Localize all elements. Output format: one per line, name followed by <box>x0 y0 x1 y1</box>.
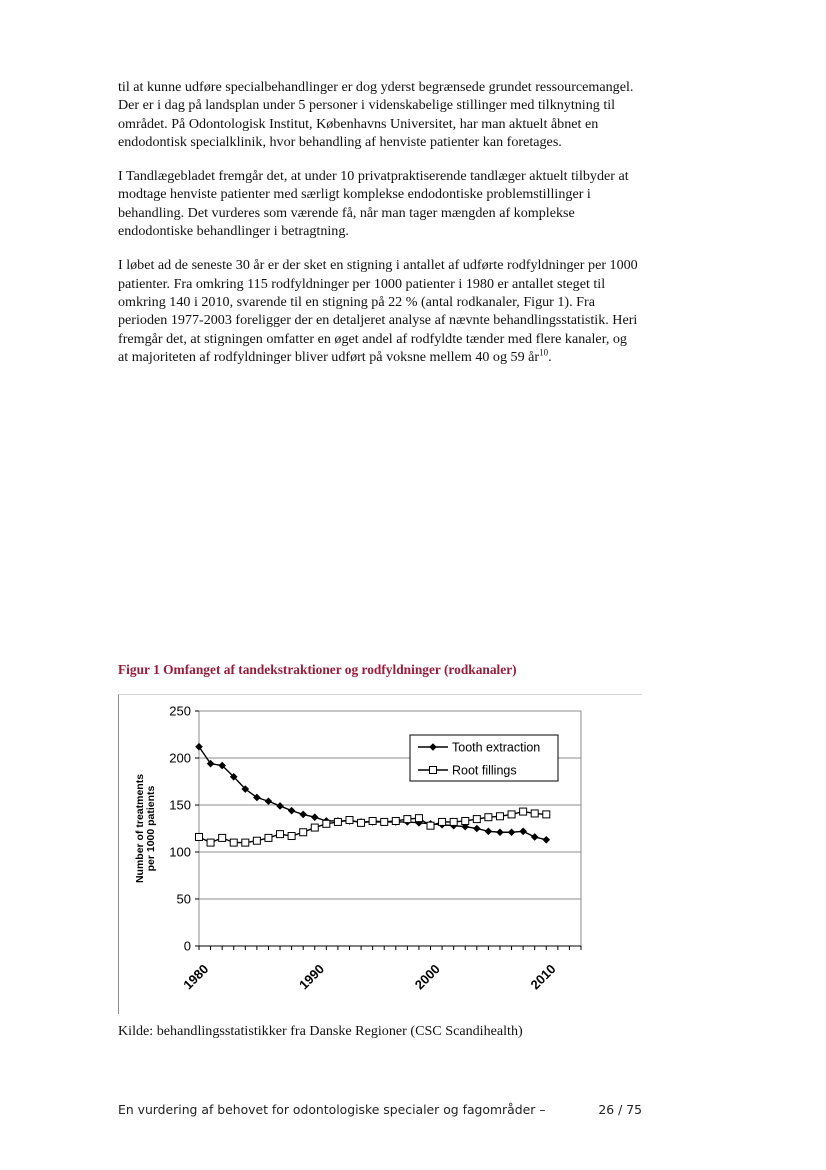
data-point-root-fillings <box>207 839 214 846</box>
data-point-root-fillings <box>462 817 469 824</box>
data-point-tooth-extraction <box>485 828 493 836</box>
data-point-root-fillings <box>346 817 353 824</box>
y-tick-label: 50 <box>176 891 191 907</box>
data-point-root-fillings <box>439 818 446 825</box>
y-tick-label: 150 <box>169 797 191 813</box>
paragraph-3 <box>118 256 638 366</box>
y-tick-label: 0 <box>183 938 191 954</box>
page-number: 26 / 75 <box>598 1102 642 1117</box>
data-point-root-fillings <box>369 817 376 824</box>
data-point-root-fillings <box>196 833 203 840</box>
y-tick-label: 100 <box>169 844 191 860</box>
line-chart <box>119 695 641 1013</box>
paragraph-3-end: . <box>548 348 552 365</box>
x-tick-label: 1990 <box>296 961 328 993</box>
legend-label: Tooth extraction <box>452 740 541 755</box>
y-axis-label: Number of treatments <box>134 773 146 884</box>
series-line-2 <box>199 812 546 843</box>
data-point-root-fillings <box>520 808 527 815</box>
data-point-tooth-extraction <box>519 828 527 836</box>
data-point-root-fillings <box>265 834 272 841</box>
data-point-root-fillings <box>219 834 226 841</box>
legend-marker <box>430 767 437 774</box>
data-point-tooth-extraction <box>276 802 284 810</box>
data-point-root-fillings <box>358 819 365 826</box>
data-point-root-fillings <box>311 824 318 831</box>
paragraph-1: til at kunne udføre specialbehandlinger er dog yderst begrænsede grundet ressourcemangel. Der er i dag på landsplan under 5 personer i videnskabelige stillinger med tilknytning til området. På Odontologisk Institut, Københavns Universitet, har man aktuelt åbnet en endodontisk specialklinik, hvor behandling af henviste patienter kan foretages. <box>118 79 634 150</box>
footer-title: En vurdering af behovet for odontologiske specialer og fagområder – <box>118 1102 546 1117</box>
figure-caption: Figur 1 Omfanget af tandekstraktioner og rodfyldninger (rodkanaler) <box>118 662 517 677</box>
body-text <box>118 78 638 382</box>
y-tick-label: 250 <box>169 703 191 719</box>
data-point-tooth-extraction <box>311 813 319 821</box>
data-point-root-fillings <box>531 810 538 817</box>
y-tick-label: 200 <box>169 750 191 766</box>
paragraph-3-text: I løbet ad de seneste 30 år er der sket en stigning i antallet af udførte rodfyldninger per 1000 patienter. Fra omkring 115 rodfyldninger per 1000 patienter i 1980 er antallet steget til omkring 140 i 2010, svarende til en stigning på 22 % (antal rodkanaler, Figur 1). Fra perioden 1977-2003 foreligger der en detaljeret analyse af nævnte behandlingsstatistik. Heri fremgår det, at stigningen omfatter en øget andel af rodfyldte tænder med flere kanaler, og at majoriteten af rodfyldninger bliver udført på voksne mellem 40 og 59 år <box>118 257 638 365</box>
data-point-root-fillings <box>392 817 399 824</box>
data-point-root-fillings <box>288 833 295 840</box>
data-point-root-fillings <box>381 818 388 825</box>
data-point-tooth-extraction <box>496 828 504 836</box>
data-point-root-fillings <box>230 839 237 846</box>
data-point-root-fillings <box>277 831 284 838</box>
data-point-root-fillings <box>242 839 249 846</box>
data-point-root-fillings <box>323 820 330 827</box>
data-point-tooth-extraction <box>288 807 296 815</box>
x-tick-label: 1980 <box>180 961 212 993</box>
data-point-root-fillings <box>473 816 480 823</box>
data-point-tooth-extraction <box>299 811 307 819</box>
data-point-root-fillings <box>427 822 434 829</box>
data-point-tooth-extraction <box>542 836 550 844</box>
data-point-root-fillings <box>485 814 492 821</box>
legend-label: Root fillings <box>452 763 517 778</box>
data-point-root-fillings <box>334 818 341 825</box>
data-point-tooth-extraction <box>473 825 481 833</box>
data-point-root-fillings <box>253 837 260 844</box>
x-tick-label: 2000 <box>411 961 443 993</box>
data-point-root-fillings <box>496 813 503 820</box>
x-tick-label: 2010 <box>527 961 559 993</box>
data-point-tooth-extraction <box>531 833 539 841</box>
data-point-root-fillings <box>404 816 411 823</box>
data-point-root-fillings <box>415 815 422 822</box>
footnote-ref: 10 <box>539 347 549 358</box>
data-point-root-fillings <box>450 818 457 825</box>
y-axis-label: per 1000 patients <box>145 785 157 872</box>
data-point-root-fillings <box>300 829 307 836</box>
figure-source: Kilde: behandlingsstatistikker fra Danske Regioner (CSC Scandihealth) <box>118 1023 523 1039</box>
data-point-tooth-extraction <box>265 797 273 805</box>
data-point-tooth-extraction <box>508 828 516 836</box>
data-point-root-fillings <box>543 811 550 818</box>
paragraph-2: I Tandlægebladet fremgår det, at under 10 privatpraktiserende tandlæger aktuelt tilbyder at modtage henviste patienter med særligt komplekse endodontiske problemstillinger i behandling. Det vurderes som værende få, når man tager mængden af komplekse endodontiske behandlinger i betragtning. <box>118 168 629 240</box>
data-point-root-fillings <box>508 811 515 818</box>
